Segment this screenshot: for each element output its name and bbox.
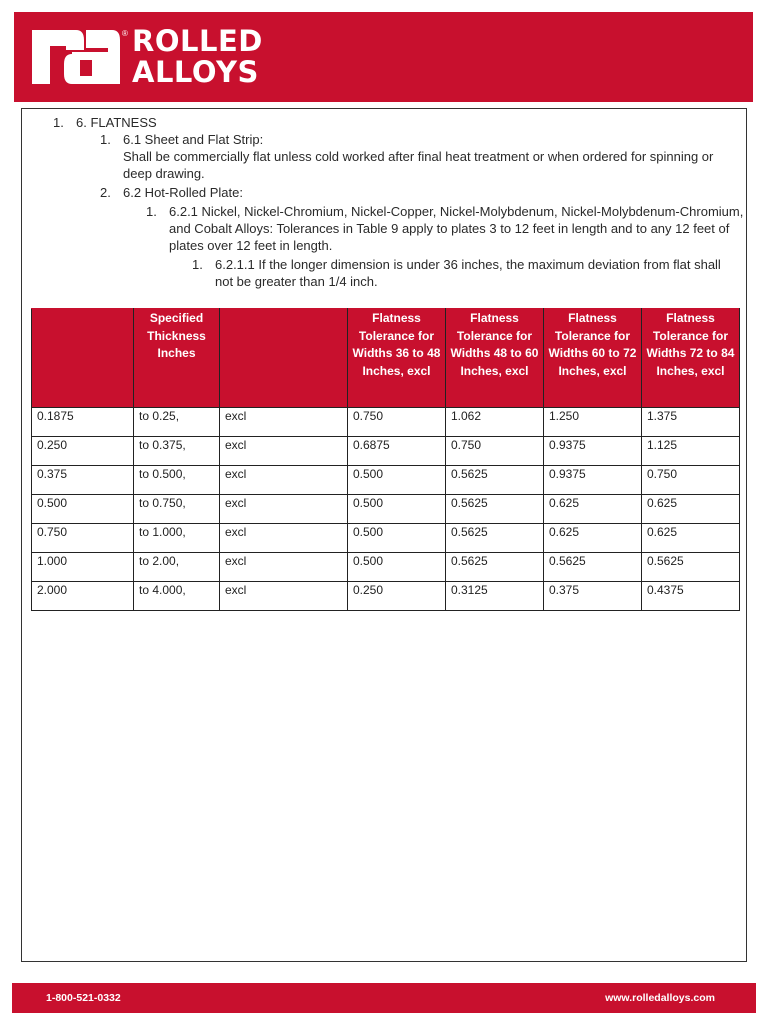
table-row <box>32 466 740 495</box>
table-cell: 2.000 <box>32 582 134 611</box>
table-cell: 1.375 <box>642 408 740 437</box>
table-cell: 0.500 <box>348 495 446 524</box>
table-cell: 0.625 <box>642 524 740 553</box>
table-cell: 0.375 <box>32 466 134 495</box>
table-cell: 0.250 <box>32 437 134 466</box>
table-cell: excl <box>220 408 348 437</box>
table-cell: 0.500 <box>348 524 446 553</box>
table-cell: 0.625 <box>544 495 642 524</box>
table-cell: 0.5625 <box>446 466 544 495</box>
table-cell: 0.625 <box>544 524 642 553</box>
table-cell: 0.5625 <box>446 495 544 524</box>
table-cell: 0.750 <box>642 466 740 495</box>
table-cell: to 2.00, <box>134 553 220 582</box>
table-cell: 0.500 <box>348 466 446 495</box>
table-cell: 1.250 <box>544 408 642 437</box>
logo-text-line1: ROLLED <box>132 24 263 58</box>
table-cell: 0.750 <box>348 408 446 437</box>
table-header-cell: Flatness Tolerance for Widths 72 to 84 Inches, excl <box>642 309 740 408</box>
outline-item-alloys <box>146 203 746 254</box>
table-cell: to 0.375, <box>134 437 220 466</box>
table-row <box>32 582 740 611</box>
table-cell: to 1.000, <box>134 524 220 553</box>
logo-wordmark <box>132 26 263 88</box>
outline-body: Shall be commercially flat unless cold worked after final heat treatment or when ordered for spinning or deep drawing. <box>123 149 714 181</box>
table-row <box>32 408 740 437</box>
table-cell: excl <box>220 495 348 524</box>
table-cell: 0.4375 <box>642 582 740 611</box>
table-cell: 0.9375 <box>544 466 642 495</box>
outline-number: 1. <box>53 115 64 130</box>
table-cell: 0.5625 <box>642 553 740 582</box>
outline-item-sheet <box>100 131 720 182</box>
table-header-cell: Flatness Tolerance for Widths 36 to 48 Inches, excl <box>348 309 446 408</box>
footer-banner <box>12 983 756 1013</box>
table-cell: 0.500 <box>32 495 134 524</box>
table-cell: excl <box>220 524 348 553</box>
outline-item-plate <box>100 184 243 201</box>
table-cell: 0.375 <box>544 582 642 611</box>
table-cell: 0.9375 <box>544 437 642 466</box>
outline-number: 1. <box>192 257 203 272</box>
table-header-cell: Flatness Tolerance for Widths 48 to 60 Inches, excl <box>446 309 544 408</box>
logo-text-line2: ALLOYS <box>132 55 259 89</box>
header-banner <box>14 12 753 102</box>
table-cell: 0.625 <box>642 495 740 524</box>
table-cell: 0.250 <box>348 582 446 611</box>
table-header-cell: Flatness Tolerance for Widths 60 to 72 Inches, excl <box>544 309 642 408</box>
outline-body: 6.2.1.1 If the longer dimension is under 36 inches, the maximum deviation from flat shall not be greater than 1/4 inch. <box>215 257 721 289</box>
outline-number: 1. <box>100 132 111 147</box>
table-cell: 0.5625 <box>446 524 544 553</box>
table-header-cell: Specified Thickness Inches <box>134 309 220 408</box>
outline-body: 6.2.1 Nickel, Nickel-Chromium, Nickel-Copper, Nickel-Molybdenum, Nickel-Molybdenum-Chromium, and Cobalt Alloys: Tolerances in Table 9 apply to plates 3 to 12 feet in length and to any 12 feet of plates over 12 feet in length. <box>169 204 744 253</box>
table-header-cell <box>32 309 134 408</box>
table-cell: 0.5625 <box>446 553 544 582</box>
table-row <box>32 524 740 553</box>
logo-ra-mark <box>32 28 122 86</box>
outline-text: 6. FLATNESS <box>76 115 157 130</box>
table-cell: 0.500 <box>348 553 446 582</box>
footer-website-link[interactable]: www.rolledalloys.com <box>605 992 715 1004</box>
outline-item-level1 <box>53 114 157 131</box>
table-cell: 1.062 <box>446 408 544 437</box>
registered-mark: ® <box>122 29 128 38</box>
table-cell: 0.5625 <box>544 553 642 582</box>
table-cell: excl <box>220 437 348 466</box>
outline-number: 2. <box>100 185 111 200</box>
table-row <box>32 495 740 524</box>
table-cell: 0.1875 <box>32 408 134 437</box>
table-header-row <box>32 309 740 408</box>
table-cell: excl <box>220 582 348 611</box>
table-cell: 1.125 <box>642 437 740 466</box>
table-cell: 0.6875 <box>348 437 446 466</box>
table-cell: excl <box>220 466 348 495</box>
table-cell: 0.750 <box>32 524 134 553</box>
outline-heading: 6.2 Hot-Rolled Plate: <box>123 185 243 200</box>
footer-phone: 1-800-521-0332 <box>46 992 121 1004</box>
outline-number: 1. <box>146 204 157 219</box>
table-cell: 1.000 <box>32 553 134 582</box>
table-row <box>32 437 740 466</box>
table-cell: to 0.750, <box>134 495 220 524</box>
table-cell: 0.3125 <box>446 582 544 611</box>
table-row <box>32 553 740 582</box>
table-cell: excl <box>220 553 348 582</box>
flatness-table <box>31 308 740 611</box>
table-header-cell <box>220 309 348 408</box>
table-cell: to 0.25, <box>134 408 220 437</box>
table-cell: to 4.000, <box>134 582 220 611</box>
outline-heading: 6.1 Sheet and Flat Strip: <box>123 132 264 147</box>
outline-item-deviation <box>192 256 732 290</box>
table-cell: to 0.500, <box>134 466 220 495</box>
table-cell: 0.750 <box>446 437 544 466</box>
